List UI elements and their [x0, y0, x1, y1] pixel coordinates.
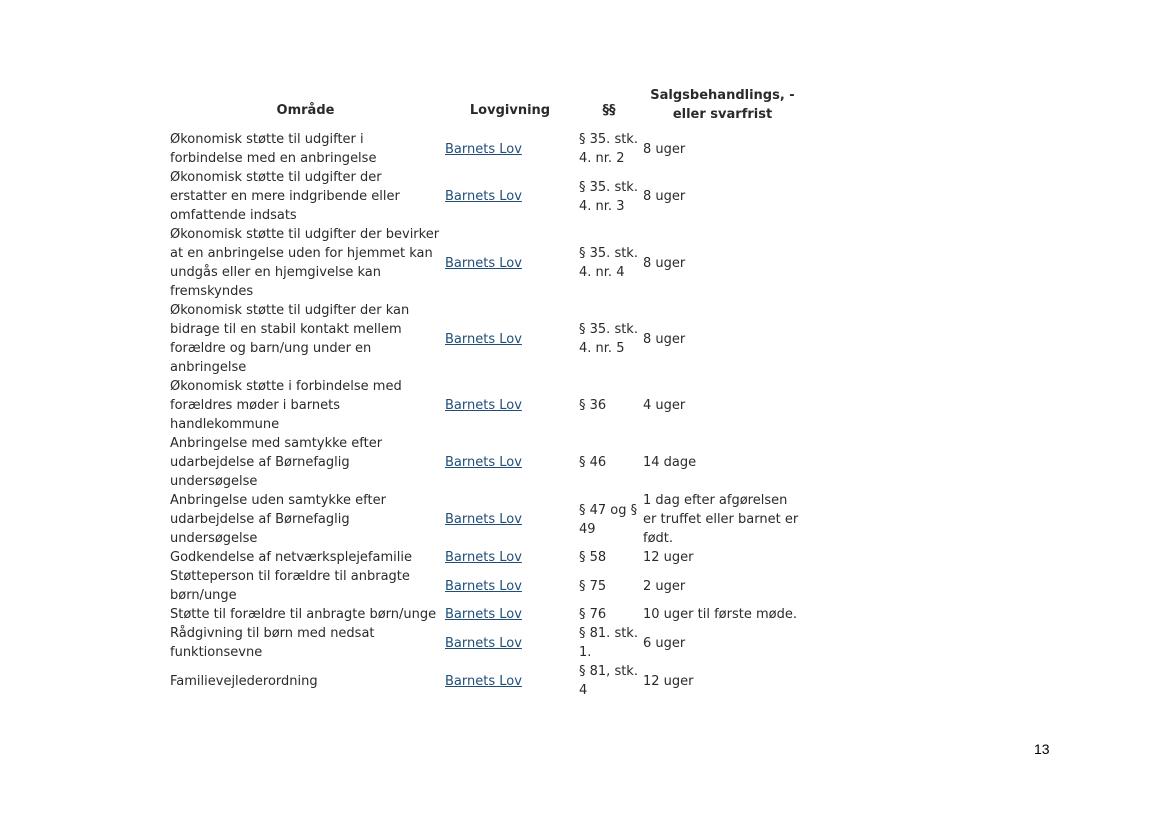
table-row: [168, 434, 804, 491]
table-row: [168, 168, 804, 225]
section-cell: § 81. stk. 1.: [579, 626, 638, 660]
table-row: [168, 624, 804, 662]
table-row: [168, 377, 804, 434]
section-cell: § 76: [579, 607, 607, 622]
law-cell: [443, 548, 577, 567]
area-cell: Økonomisk støtte til udgifter der bevirker at en anbringelse uden for hjemmet kan undgås eller en hjemgivelse kan fremskyndes: [170, 227, 440, 299]
law-cell: [443, 301, 577, 377]
law-cell: [443, 377, 577, 434]
area-cell: Anbringelse med samtykke efter udarbejdelse af Børnefaglig undersøgelse: [170, 436, 383, 489]
deadline-cell: 8 uger: [643, 189, 686, 204]
law-cell: [443, 434, 577, 491]
deadline-cell: 8 uger: [643, 331, 686, 347]
table-row: [168, 491, 804, 548]
section-cell: § 81, stk. 4: [579, 664, 638, 698]
barnets-lov-link[interactable]: Barnets Lov: [445, 578, 522, 594]
law-cell: [443, 624, 577, 662]
barnets-lov-link[interactable]: Barnets Lov: [445, 331, 522, 347]
header-deadline: Salgsbehandlings, -eller svarfrist: [650, 88, 795, 122]
law-cell: [443, 662, 577, 700]
section-cell: § 35. stk. 4. nr. 5: [579, 322, 638, 356]
law-cell: [443, 491, 577, 548]
law-cell: [443, 168, 577, 225]
header-law: Lovgivning: [469, 102, 551, 118]
deadline-cell: 8 uger: [643, 255, 686, 271]
area-cell: Støtteperson til forældre til anbragte børn/unge: [170, 569, 410, 603]
table-row: [168, 301, 804, 377]
area-cell: Familievejlederordning: [170, 673, 318, 689]
table-row: [168, 225, 804, 301]
area-cell: Økonomisk støtte til udgifter der erstatter en mere indgribende eller omfattende indsats: [170, 170, 400, 223]
header-section: §§: [602, 102, 616, 118]
area-cell: Økonomisk støtte til udgifter der kan bidrage til en stabil kontakt mellem forældre og barn/ung under en anbringelse: [170, 303, 410, 375]
deadline-cell: 12 uger: [643, 550, 694, 565]
deadline-cell: 2 uger: [643, 578, 686, 594]
table-row: [168, 662, 804, 700]
table-row: [168, 567, 804, 605]
deadline-cell: 12 uger: [643, 673, 694, 689]
section-cell: § 58: [579, 550, 607, 565]
section-cell: § 46: [579, 455, 607, 470]
deadline-cell: 4 uger: [643, 398, 686, 413]
section-cell: § 35. stk. 4. nr. 2: [579, 132, 638, 166]
deadline-cell: 6 uger: [643, 635, 686, 651]
law-cell: [443, 130, 577, 168]
barnets-lov-link[interactable]: Barnets Lov: [445, 673, 522, 689]
law-cell: [443, 605, 577, 624]
deadline-cell: 8 uger: [643, 141, 686, 157]
deadline-cell: 1 dag efter afgørelsen er truffet eller barnet er født.: [643, 493, 799, 546]
law-cell: [443, 567, 577, 605]
table-header-row: [168, 80, 804, 130]
area-cell: Godkendelse af netværksplejefamilie: [170, 550, 412, 565]
area-cell: Økonomisk støtte til udgifter i forbindelse med en anbringelse: [170, 132, 377, 166]
barnets-lov-link[interactable]: Barnets Lov: [445, 512, 522, 527]
barnets-lov-link[interactable]: Barnets Lov: [445, 398, 522, 413]
page-number: 13: [1034, 741, 1050, 757]
section-cell: § 47 og § 49: [579, 502, 638, 537]
barnets-lov-link[interactable]: Barnets Lov: [445, 141, 522, 157]
area-cell: Rådgivning til børn med nedsat funktionsevne: [170, 626, 375, 660]
law-cell: [443, 225, 577, 301]
section-cell: § 35. stk. 4. nr. 3: [579, 179, 638, 214]
section-cell: § 36: [579, 398, 607, 413]
table-row: [168, 605, 804, 624]
section-cell: § 75: [579, 578, 607, 594]
barnets-lov-link[interactable]: Barnets Lov: [445, 550, 522, 565]
section-cell: § 35. stk. 4. nr. 4: [579, 246, 638, 280]
barnets-lov-link[interactable]: Barnets Lov: [445, 189, 522, 204]
barnets-lov-link[interactable]: Barnets Lov: [445, 255, 522, 271]
table-row: [168, 548, 804, 567]
barnets-lov-link[interactable]: Barnets Lov: [445, 607, 522, 622]
barnets-lov-link[interactable]: Barnets Lov: [445, 455, 522, 470]
area-cell: Økonomisk støtte i forbindelse med forældres møder i barnets handlekommune: [170, 379, 402, 432]
deadline-cell: 10 uger til første møde.: [643, 607, 797, 622]
table-row: [168, 130, 804, 168]
area-cell: Støtte til forældre til anbragte børn/unge: [170, 607, 437, 622]
header-area: Område: [276, 102, 335, 118]
barnets-lov-link[interactable]: Barnets Lov: [445, 635, 522, 651]
deadline-cell: 14 dage: [643, 455, 697, 470]
area-cell: Anbringelse uden samtykke efter udarbejdelse af Børnefaglig undersøgelse: [170, 493, 386, 546]
rules-table: [168, 80, 804, 700]
